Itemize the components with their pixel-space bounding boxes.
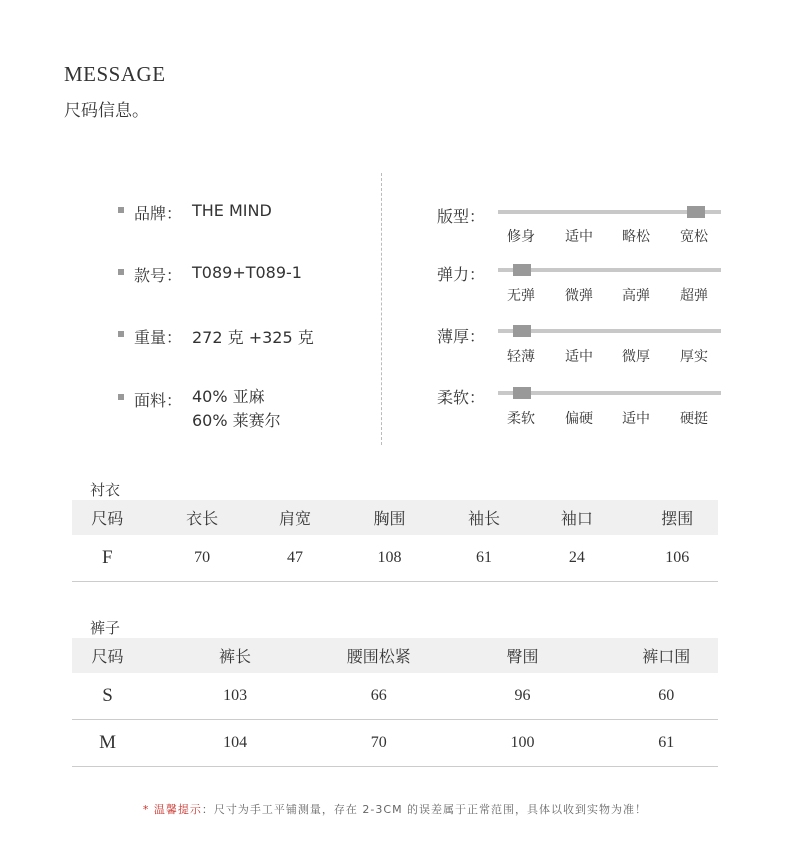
column-header: 袖长 [451,500,518,535]
pants-size-table [72,638,718,767]
table-row [72,535,718,582]
size-tip [0,801,790,817]
info-row [118,263,302,286]
info-value-line: 40% 亚麻 [192,387,265,406]
tip-text: ：尺寸为手工平铺测量，存在 2-3CM 的误差属于正常范围，具体以收到实物为准！ [201,803,648,816]
scale-track [498,391,721,395]
bullet-square-icon [118,269,124,275]
scale-tick-label: 适中 [622,411,650,427]
measure-cell: 96 [431,673,615,720]
info-value-line: THE MIND [192,201,272,220]
column-header: 胸围 [328,500,450,535]
measure-cell: 70 [143,535,262,582]
shirt-size-table [72,500,718,582]
measure-cell: 103 [143,673,327,720]
pants-section-title: 裤子 [90,619,121,637]
size-cell: M [72,720,143,767]
column-header: 衣长 [143,500,262,535]
scale-knob [513,264,531,276]
scale-tick-label: 厚实 [680,349,708,365]
tip-prefix: * 温馨提示 [142,803,202,816]
info-value-line: T089+T089-1 [192,263,302,282]
measure-cell: 61 [451,535,518,582]
column-header: 袖口 [517,500,636,535]
info-row [118,325,314,348]
table-row [72,673,718,720]
page-title-en: MESSAGE [64,62,166,86]
scale-tick-label: 超弹 [680,288,708,304]
measure-cell: 70 [327,720,430,767]
scale-tick-label: 无弹 [507,288,535,304]
bullet-square-icon [118,207,124,213]
info-row [118,201,272,224]
scale-tick-label: 宽松 [680,229,708,245]
table-row [72,720,718,767]
scale-track [498,210,721,214]
scale-tick-label: 高弹 [622,288,650,304]
info-value [192,201,272,220]
scale-track [498,329,721,333]
bullet-square-icon [118,394,124,400]
scale-tick-label: 修身 [507,229,535,245]
measure-cell: 106 [637,535,719,582]
measure-cell: 47 [262,535,329,582]
bullet-square-icon [118,331,124,337]
scale-tick-label: 偏硬 [565,411,593,427]
measure-cell: 66 [327,673,430,720]
column-header: 臀围 [431,638,615,673]
scale-tick-label: 微厚 [622,349,650,365]
info-label: 重量： [134,328,183,347]
scale-knob [687,206,705,218]
column-header: 裤长 [143,638,327,673]
column-header: 腰围松紧 [327,638,430,673]
info-label: 款号： [134,266,183,285]
scale-knob [513,325,531,337]
measure-cell: 100 [431,720,615,767]
page-title-cn: 尺码信息。 [64,101,149,121]
scale-label: 版型： [437,207,486,226]
info-value [192,388,281,436]
info-label: 面料： [134,391,183,410]
measure-cell: 24 [517,535,636,582]
column-header: 裤口围 [615,638,718,673]
scale-track [498,268,721,272]
scale-label: 薄厚： [437,327,486,346]
size-cell: F [72,535,143,582]
info-value-line: 60% 莱赛尔 [192,411,281,430]
column-header: 肩宽 [262,500,329,535]
scale-tick-label: 略松 [622,229,650,245]
measure-cell: 108 [328,535,450,582]
column-header: 尺码 [72,638,143,673]
info-value-line: 272 克 +325 克 [192,328,314,347]
scale-tick-label: 适中 [565,229,593,245]
measure-cell: 61 [615,720,718,767]
size-cell: S [72,673,143,720]
scale-tick-label: 柔软 [507,411,535,427]
scale-tick-label: 轻薄 [507,349,535,365]
info-label: 品牌： [134,204,183,223]
scale-tick-label: 微弹 [565,288,593,304]
info-value [192,325,314,348]
measure-cell: 104 [143,720,327,767]
column-header: 尺码 [72,500,143,535]
info-row [118,388,281,436]
vertical-divider [381,173,382,445]
scale-label: 柔软： [437,388,486,407]
info-value [192,263,302,282]
column-header: 摆围 [637,500,719,535]
scale-tick-label: 硬挺 [680,411,708,427]
shirt-section-title: 衬衣 [90,481,121,499]
scale-label: 弹力： [437,265,486,284]
scale-knob [513,387,531,399]
measure-cell: 60 [615,673,718,720]
scale-tick-label: 适中 [565,349,593,365]
